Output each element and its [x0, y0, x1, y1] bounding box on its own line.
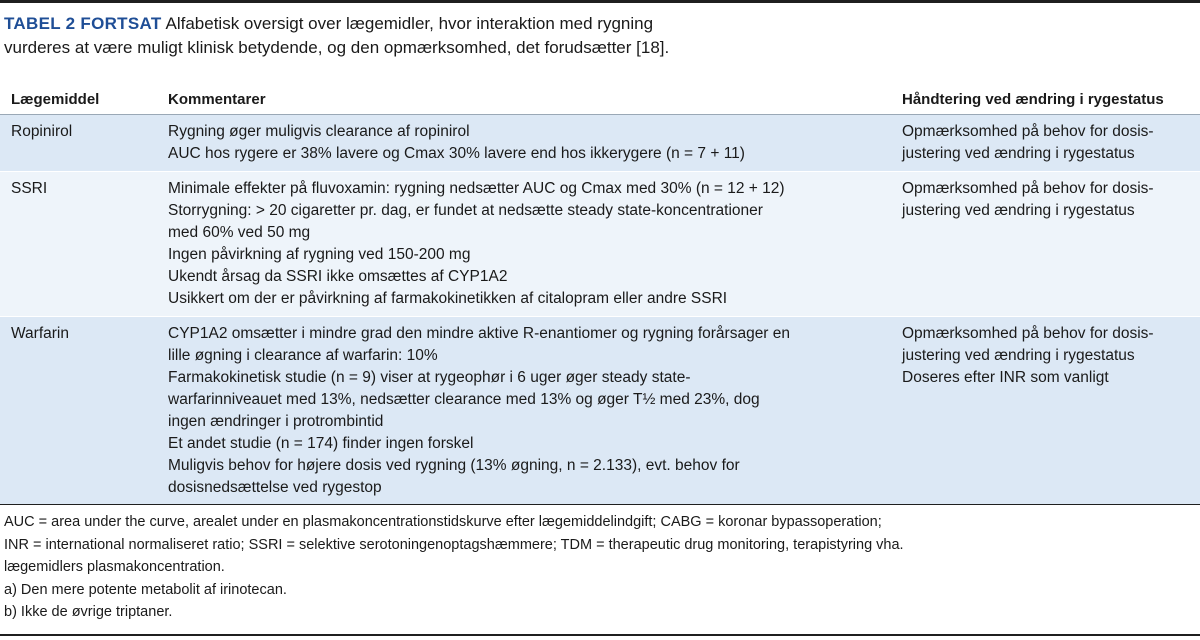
- table-row: [0, 317, 1200, 506]
- table-header-row: [0, 84, 1200, 115]
- cell-handling: [892, 172, 1200, 317]
- handling-line: justering ved ændring i rygestatus: [902, 202, 1135, 219]
- footnote-line: AUC = area under the curve, arealet under en plasmakoncentrationstidskurve efter lægemiddelindgift; CABG = koronar bypassoperation;: [4, 514, 882, 530]
- header-drug: Lægemiddel: [0, 84, 156, 115]
- cell-comments: [156, 115, 892, 172]
- caption-label: TABEL 2 FORTSAT: [4, 14, 162, 33]
- cell-drug: Warfarin: [0, 317, 156, 506]
- caption-text-line-2: vurderes at være muligt klinisk betydende, og den opmærksomhed, det forudsætter [18].: [4, 38, 670, 57]
- cell-comments: [156, 317, 892, 506]
- top-rule: [0, 0, 1200, 3]
- comment-line: lille øgning i clearance af warfarin: 10%: [168, 347, 438, 364]
- drug-interaction-table: [0, 84, 1200, 506]
- comment-line: AUC hos rygere er 38% lavere og Cmax 30% lavere end hos ikkerygere (n = 7 + 11): [168, 145, 745, 162]
- comment-line: Usikkert om der er påvirkning af farmakokinetikken af citalopram eller andre SSRI: [168, 290, 728, 307]
- table-row: [0, 172, 1200, 317]
- header-comments: Kommentarer: [156, 84, 892, 115]
- footnote-line: a) Den mere potente metabolit af irinotecan.: [4, 581, 287, 598]
- comment-line: Storrygning: > 20 cigaretter pr. dag, er fundet at nedsætte steady state-koncentrationer: [168, 202, 763, 219]
- handling-line: Opmærksomhed på behov for dosis-: [902, 325, 1154, 342]
- header-handling: Håndtering ved ændring i rygestatus: [892, 84, 1200, 115]
- cell-handling: [892, 115, 1200, 172]
- handling-line: Opmærksomhed på behov for dosis-: [902, 180, 1154, 197]
- handling-line: Opmærksomhed på behov for dosis-: [902, 123, 1154, 140]
- cell-handling: [892, 317, 1200, 506]
- handling-line: justering ved ændring i rygestatus: [902, 145, 1135, 162]
- comment-line: Ingen påvirkning af rygning ved 150-200 mg: [168, 246, 471, 263]
- table-bottom-rule: [0, 504, 1200, 505]
- page-bottom-rule: [0, 634, 1200, 636]
- caption-text-line-1: Alfabetisk oversigt over lægemidler, hvor interaktion med rygning: [165, 14, 654, 33]
- table-footnotes: [4, 511, 1196, 624]
- comment-line: Muligvis behov for højere dosis ved rygning (13% øgning, n = 2.133), evt. behov for: [168, 457, 740, 474]
- table-caption: [4, 12, 1194, 60]
- table-row: [0, 115, 1200, 172]
- footnote-line: lægemidlers plasmakoncentration.: [4, 559, 225, 575]
- comment-line: Rygning øger muligvis clearance af ropinirol: [168, 123, 470, 140]
- cell-comments: [156, 172, 892, 317]
- comment-line: ingen ændringer i protrombintid: [168, 413, 384, 430]
- comment-line: Ukendt årsag da SSRI ikke omsættes af CYP1A2: [168, 268, 508, 285]
- cell-drug: SSRI: [0, 172, 156, 317]
- footnote-line: b) Ikke de øvrige triptaner.: [4, 604, 173, 620]
- footnote-line: INR = international normaliseret ratio; SSRI = selektive serotoningenoptagshæmmere; TDM = therapeutic drug monitoring, terapistyring vha.: [4, 536, 904, 553]
- comment-line: Minimale effekter på fluvoxamin: rygning nedsætter AUC og Cmax med 30% (n = 12 + 12): [168, 180, 785, 197]
- comment-line: CYP1A2 omsætter i mindre grad den mindre aktive R-enantiomer og rygning forårsager en: [168, 325, 791, 342]
- comment-line: Et andet studie (n = 174) finder ingen forskel: [168, 435, 474, 452]
- comment-line: med 60% ved 50 mg: [168, 224, 311, 241]
- comment-line: dosisnedsættelse ved rygestop: [168, 479, 382, 496]
- handling-line: justering ved ændring i rygestatus: [902, 347, 1135, 364]
- comment-line: warfarinniveauet med 13%, nedsætter clearance med 13% og øger T½ med 23%, dog: [168, 391, 760, 408]
- cell-drug: Ropinirol: [0, 115, 156, 172]
- handling-line: Doseres efter INR som vanligt: [902, 369, 1109, 386]
- comment-line: Farmakokinetisk studie (n = 9) viser at rygeophør i 6 uger øger steady state-: [168, 369, 691, 386]
